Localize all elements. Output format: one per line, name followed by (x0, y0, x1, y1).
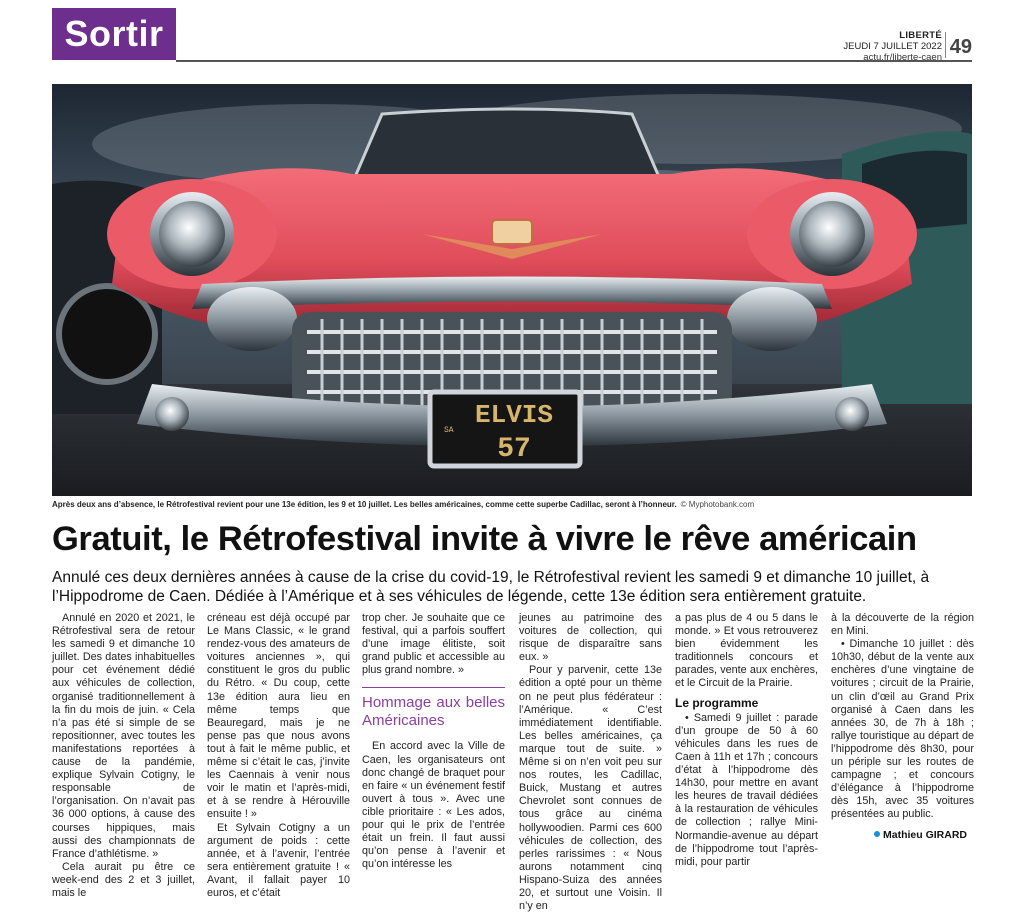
column-1-text-b: Cela aurait pu être ce week-end des 2 et 3 juillet, mais le (52, 860, 195, 899)
column-4 (519, 612, 662, 913)
column-2-text-b: Et Sylvain Cotigny a un argument de poids : cette année, et à l’avenir, l’entrée sera entièrement gratuite ! « Avant, il fallait payer 10 euros, et c’était (207, 821, 350, 899)
photo-caption (52, 500, 972, 510)
column-3 (362, 612, 505, 871)
column-6-text-b: • Dimanche 10 juillet : dès 10h30, début de la vente aux enchères d’une vingtaine de voitures ; circuit de la Prairie, un clin d’œil au Grand Prix organisé à Caen dans les années 30, de 7h à 18h ; rallye touristique au départ de l’hippodrome dès 8h30, pour un périple sur les routes de campagne ; et concours d’élégance à l’hippodrome dès 15h, avec 35 voitures présentées au public. (831, 638, 974, 821)
website-path: fr/liberte-caen (883, 52, 942, 63)
article-headline: Gratuit, le Rétrofestival invite à vivre le rêve américain (52, 520, 917, 558)
column-6 (831, 612, 974, 822)
website-domain: actu. (863, 52, 884, 63)
issue-date: JEUDI 7 JUILLET 2022 (843, 41, 942, 52)
article-lead: Annulé ces deux dernières années à cause de la crise du covid-19, le Rétrofestival revient les samedi 9 et dimanche 10 juillet, à l’Hippodrome de Caen. Dédiée à l’Amérique et à ses véhicules de légende, cette 13e édition sera entièrement gratuite. (52, 569, 930, 605)
author-name: Mathieu GIRARD (883, 829, 967, 841)
column-5-text-b: • Samedi 9 juillet : parade d’un groupe de 50 à 60 véhicules dans les rues de Caen à 11h et 17h ; concours d’état à l’hippodrome dès 14h30, pour mettre en avant les heures de travail dédiées à la restauration de véhicules de collection ; rallye Mini-Normandie-avenue au départ de l’hippodrome tout l’après-midi, pour partir (675, 711, 818, 868)
newspaper-name: LIBERTÉ (899, 30, 942, 41)
column-2-text: créneau est déjà occupé par Le Mans Classic, « le grand rendez-vous des amateurs de voitures anciennes », qui constituent le gros du public du Rétro. « Du coup, cette 13e édition aura lieu en même temps que Beauregard, mais je ne pense pas que nous avons tout à fait le même public, et même si c’était le cas, j’invite les Caennais à venir nous voir le matin et l’après-midi, et à se rendre à Hérouville ensuite ! » (207, 612, 350, 821)
bullet-dot-icon (874, 831, 880, 837)
column-5 (675, 612, 818, 869)
caption-text: Après deux ans d’absence, le Rétrofestival revient pour une 13e édition, les 9 et 10 juillet. Les belles américaines, comme cette superbe Cadillac, seront à l’honneur. (52, 500, 677, 509)
column-1 (52, 612, 195, 900)
plate-line-1: ELVIS (474, 400, 554, 430)
column-3-text: trop cher. Je souhaite que ce festival, qui a parfois souffert d’une image élitiste, soit grand public et accessible au plus grand nombre. » (362, 612, 505, 677)
column-4-text-b: Pour y parvenir, cette 13e édition a opté pour un thème on ne peut plus fédérateur : l’Amérique. « C’est immédiatement identifiable. Les belles américaines, ça marque tout de suite. » Même si on n’en voit peu sur nos routes, les Cadillac, Buick, Mustang et autres Chevrolet sont connues de tous grâce au cinéma hollywoodien. Parmi ces 600 véhicules de collection, des perles rarissimes : « Nous aurons notamment cinq Hispano-Suiza des années 20, et surtout une Voisin. Il n’y en (519, 664, 662, 913)
page-number-divider (945, 32, 946, 58)
masthead (843, 30, 942, 63)
plate-side-text: SA (444, 426, 454, 435)
cadillac-photo (52, 84, 972, 496)
column-5-text: a pas plus de 4 ou 5 dans le monde. » Et vous retrouverez bien évidemment les traditionnels concours et parades, vente aux enchères, et le Circuit de la Prairie. (675, 612, 818, 690)
column-2 (207, 612, 350, 900)
intertitle: Hommage aux belles Américaines (362, 687, 505, 730)
column-1-text: Annulé en 2020 et 2021, le Rétrofestival sera de retour les samedi 9 et dimanche 10 juillet. Des dates inhabituelles pour cet événement dédié aux véhicules de collection, organisé traditionnellement à la fin du mois de juin. « Cela n’a pas été si simple de se repositionner, avec toutes les manifestations reportées à cause de la pandémie, explique Sylvain Cotigny, le responsable de l’organisation. On n’avait pas 36 000 options, à cause des courses hippiques, mais aussi des championnats de France d’athlétisme. » (52, 612, 195, 860)
plate-line-2: 57 (497, 434, 531, 465)
website-link[interactable] (843, 52, 942, 63)
photo-credit: © Myphotobank.com (680, 500, 755, 509)
page-number: 49 (949, 36, 972, 58)
program-subhead: Le programme (675, 695, 759, 710)
section-banner: Sortir (52, 8, 176, 60)
column-3-text-b: En accord avec la Ville de Caen, les organisateurs ont donc changé de braquet pour en faire « un événement festif ouvert à tous ». Avec une cible prioritaire : « Les ados, pour qui le prix de l’entrée était un frein. Il faut aussi qu’on pense à l’avenir et qu’on intéresse les (362, 740, 505, 871)
column-4-text: jeunes au patrimoine des voitures de collection, qui risque de disparaître sans eux. » (519, 612, 662, 664)
author-byline (874, 829, 967, 841)
column-6-text: à la découverte de la région en Mini. (831, 612, 974, 638)
